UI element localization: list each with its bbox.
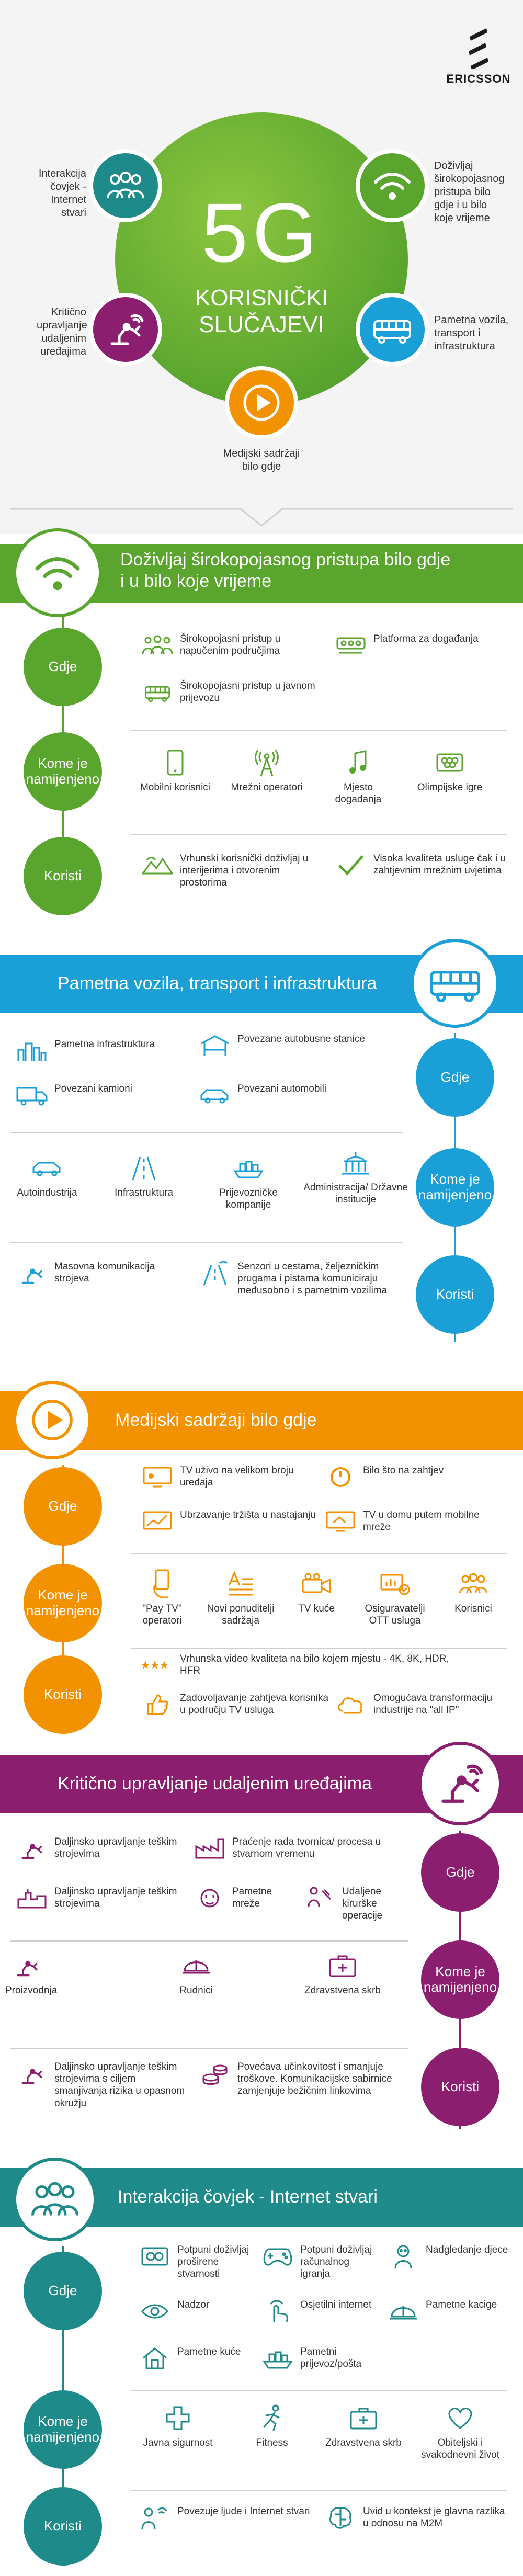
item-text: Omogućava transformaciju industrije na "all IP" — [373, 1693, 493, 1716]
section-icon — [13, 2158, 97, 2241]
item-text: Povezani automobili — [237, 1083, 327, 1094]
section-iot — [0, 2158, 523, 2576]
where-item — [16, 1886, 188, 1911]
person-link-icon — [139, 2505, 171, 2530]
item-text: Mobilni korisnici — [140, 782, 211, 793]
item-text: Vrhunski korisnički doživljaj u interijerima i otvorenim prostorima — [180, 853, 309, 889]
item-text: Nadgledanje djece — [426, 2244, 508, 2255]
where-item — [199, 1033, 387, 1058]
who-item — [322, 748, 395, 805]
who-item — [207, 1569, 275, 1627]
crane-icon — [16, 1836, 48, 1861]
benefit-item — [141, 853, 324, 889]
item-text: Povezane autobusne stanice — [237, 1034, 366, 1045]
who-item — [128, 1569, 196, 1627]
item-text: Povećava učinkovitost i smanjuje troškove. Komunikacijske sabirnice zamjenjuje bežičnim linkovima — [237, 2061, 392, 2097]
where-item — [139, 2244, 259, 2280]
item-text: TV u domu putem mobilne mreže — [363, 1510, 480, 1533]
section-title — [120, 549, 507, 592]
who-item — [8, 1153, 86, 1199]
where-pill: Gdje — [24, 1467, 102, 1546]
label-line: Interakcija — [38, 168, 86, 179]
section-title: Interakcija čovjek - Internet stvari — [118, 2187, 378, 2207]
hero-node-broadband[interactable] — [356, 149, 429, 222]
who-pill: Kome je namijenjeno — [421, 1940, 499, 2019]
cross-icon — [161, 2403, 195, 2433]
where-item — [194, 1836, 403, 1861]
item-text: Uvid u kontekst je glavna razlika u odnosu na M2M — [363, 2506, 505, 2529]
benefits-pill: Koristi — [24, 837, 102, 915]
music-icon — [342, 748, 375, 777]
who-item — [358, 1569, 431, 1627]
medkit-icon — [347, 2403, 380, 2433]
where-item — [387, 2244, 513, 2269]
label-line: Kritično — [51, 307, 86, 318]
divider — [131, 2390, 507, 2391]
tower-icon — [250, 748, 283, 777]
section-title: Kritično upravljanje udaljenim uređajima — [58, 1774, 372, 1794]
who-item — [233, 2403, 311, 2449]
divider — [10, 2048, 408, 2049]
item-text: Platforma za događanja — [373, 633, 479, 644]
robot-arm-icon — [105, 311, 146, 348]
helmet-icon — [179, 1951, 213, 1980]
benefit-item — [199, 1261, 397, 1297]
surgery-icon — [303, 1886, 336, 1911]
benefits-pill: Koristi — [24, 2487, 102, 2566]
who-item — [285, 1569, 348, 1615]
benefit-item — [141, 1692, 329, 1717]
car-icon — [199, 1083, 231, 1108]
item-text: Osjetilni internet — [300, 2299, 372, 2310]
where-pill: Gdje — [24, 2252, 102, 2330]
benefit-item — [324, 2505, 507, 2530]
ericsson-logo — [439, 27, 518, 86]
tv-home-icon — [324, 1509, 357, 1534]
where-item — [199, 1083, 387, 1108]
hero-subtitle-line1: KORISNIČKI — [195, 285, 328, 311]
where-item — [262, 2346, 397, 2371]
item-text: Zadovoljavanje zahtjeva korisnika u području TV usluga — [180, 1693, 329, 1716]
play-icon — [29, 1397, 76, 1444]
ship-icon — [262, 2346, 294, 2371]
item-text: Administracija/ Državne institucije — [303, 1182, 408, 1206]
truck-icon — [16, 1083, 48, 1108]
ericsson-mark-icon — [465, 27, 492, 69]
item-text: Praćenje rada tvornica/ procesa u stvarnom vremenu — [232, 1836, 381, 1860]
coins-icon — [199, 2061, 231, 2086]
road-sensor-icon — [199, 1261, 231, 1286]
item-text: Autoindustrija — [17, 1187, 77, 1198]
who-item — [413, 748, 486, 793]
item-text: "Pay TV" operatori — [142, 1603, 182, 1627]
hero-node-media[interactable] — [225, 366, 298, 439]
robot-arm-icon — [16, 1261, 48, 1286]
car-icon — [30, 1153, 64, 1183]
hero-node-iot[interactable] — [89, 149, 162, 222]
where-item — [16, 1836, 188, 1861]
item-text: Obiteljski i svakodnevni život — [421, 2437, 499, 2461]
child-icon — [387, 2244, 419, 2269]
item-text: Bilo što na zahtjev — [363, 1465, 444, 1476]
item-text: Rudnici — [179, 1985, 213, 1996]
item-text: Korisnici — [454, 1603, 492, 1614]
stage-icon — [335, 633, 367, 658]
hero-5g-circle — [115, 112, 408, 405]
bus-icon — [371, 314, 413, 345]
city-icon — [16, 1038, 48, 1063]
item-text: Javna sigurnost — [143, 2437, 213, 2448]
thumb-icon — [141, 1692, 174, 1717]
item-text: Pametne kuće — [177, 2346, 241, 2357]
section-broadband — [0, 528, 523, 936]
divider — [131, 1553, 507, 1554]
benefits-pill: Koristi — [24, 1655, 102, 1734]
who-item — [139, 748, 212, 793]
section-icon — [13, 1381, 92, 1459]
item-text: Nadzor — [177, 2299, 210, 2310]
benefit-item — [16, 2061, 188, 2109]
robot-arm-icon — [434, 1760, 486, 1807]
item-text: Mjesto događanja — [335, 782, 382, 805]
item-text: Pametni prijevoz/pošta — [300, 2346, 362, 2370]
label-line: čovjek - Internet — [50, 181, 86, 206]
label-line: uređajima — [40, 346, 86, 357]
check-icon — [335, 853, 367, 878]
item-text: Senzori u cestama, željezničkim prugama i pistama komuniciraju međusobno i s pametnim vozilima — [237, 1261, 388, 1297]
where-item — [324, 1509, 507, 1534]
where-pill: Gdje — [416, 1038, 494, 1117]
bus-icon — [426, 962, 484, 1004]
section-icon — [418, 1742, 502, 1825]
crowd-icon — [141, 633, 174, 658]
brand-name: ERICSSON — [446, 72, 511, 85]
item-text: TV kuće — [298, 1603, 335, 1614]
item-text: Prijevozničke kompanije — [219, 1187, 278, 1211]
stars-icon — [141, 1653, 174, 1678]
section-title-line: Doživljaj širokopojasnog pristupa bilo gdje — [120, 550, 451, 570]
hero-title: 5G — [201, 186, 322, 279]
label-line: upravljanje — [37, 320, 87, 331]
growth-icon — [141, 1509, 174, 1534]
gamepad-icon — [262, 2244, 294, 2269]
who-item — [230, 748, 303, 793]
where-item — [141, 633, 329, 658]
item-text: Visoka kvaliteta usluge čak i u zahtjevnim mrežnim uvjetima — [373, 853, 506, 877]
people-icon — [29, 2180, 81, 2219]
divider — [10, 1132, 403, 1133]
item-text: Širokopojasni pristup u javnom prijevozu — [180, 680, 315, 704]
item-text: Vrhunska video kvaliteta na bilo kojem mjestu - 4K, 8K, HDR, HFR — [180, 1653, 449, 1677]
who-pill: Kome je namijenjeno — [416, 1148, 494, 1227]
item-text: Osiguravatelji OTT usluga — [365, 1603, 425, 1627]
where-item — [139, 2299, 259, 2324]
who-pill: Kome je namijenjeno — [24, 1564, 102, 1642]
who-item — [416, 2403, 505, 2461]
who-pill: Kome je namijenjeno — [24, 732, 102, 811]
item-text: Daljinsko upravljanje teškim strojevima s ciljem smanjivanja rizika u opasnom okružju — [54, 2061, 185, 2109]
section-icon — [13, 528, 102, 617]
camera-icon — [300, 1569, 333, 1598]
who-item — [301, 1951, 384, 1996]
ship-icon — [232, 1153, 265, 1183]
benefit-item — [141, 1653, 455, 1678]
label-line: Pametna vozila, — [434, 314, 509, 326]
benefit-item — [335, 853, 507, 878]
item-text: TV uživo na velikom broju uređaja — [180, 1465, 294, 1489]
item-text: Potpuni doživljaj računalnog igranja — [300, 2244, 372, 2280]
where-item — [324, 1465, 507, 1490]
label-line: širokopojasnog — [434, 173, 505, 185]
benefit-item — [16, 1261, 188, 1286]
label-line: koje vrijeme — [434, 212, 490, 224]
where-item — [141, 1465, 319, 1490]
section-title: Medijski sadržaji bilo gdje — [115, 1410, 317, 1430]
item-text: Pametne mreže — [232, 1886, 272, 1910]
section-critical — [0, 1739, 523, 2160]
touch-icon — [262, 2299, 294, 2324]
wifi-icon — [31, 551, 84, 595]
item-text: Olimpijske igre — [417, 782, 483, 793]
who-item — [439, 1569, 507, 1615]
where-item — [262, 2299, 382, 2324]
tv-icon — [141, 1465, 174, 1490]
hero-label-vehicles — [434, 314, 518, 353]
cloud-icon — [335, 1692, 367, 1717]
runner-icon — [255, 2403, 289, 2433]
where-item — [335, 633, 507, 658]
label-line: pristupa bilo — [434, 186, 491, 198]
plug-icon — [194, 1886, 226, 1911]
people-icon — [105, 170, 146, 201]
divider — [131, 1648, 507, 1649]
item-text: Infrastruktura — [115, 1187, 173, 1198]
item-text: Zdravstvena skrb — [304, 1985, 381, 1996]
road-icon — [127, 1153, 161, 1183]
medkit-icon — [326, 1951, 359, 1980]
item-text: Povezani kamioni — [54, 1083, 132, 1094]
factory-icon — [194, 1836, 226, 1861]
where-item — [387, 2299, 513, 2324]
hero-node-critical[interactable] — [89, 293, 162, 366]
benefit-item — [199, 2061, 403, 2097]
label-line: Medijski sadržaji — [223, 448, 300, 459]
label-line: transport i — [434, 327, 481, 339]
brain-icon — [324, 2505, 357, 2530]
wifi-icon — [371, 167, 413, 204]
home-icon — [139, 2346, 171, 2371]
item-text: Fitness — [256, 2437, 288, 2448]
where-item — [139, 2346, 259, 2371]
government-icon — [339, 1148, 372, 1177]
divider — [131, 730, 507, 731]
play-icon — [241, 382, 282, 424]
ott-icon — [378, 1569, 412, 1598]
ring-icon — [324, 1465, 357, 1490]
divider — [131, 834, 507, 835]
hero-subtitle-line2: SLUČAJEVI — [199, 311, 324, 337]
label-line: bilo gdje — [242, 461, 281, 472]
helmet-icon — [387, 2299, 419, 2324]
item-text: Zdravstvena skrb — [325, 2437, 402, 2448]
item-text: Potpuni doživljaj proširene stvarnosti — [177, 2244, 249, 2280]
label-line: stvari — [61, 207, 86, 219]
where-item — [194, 1886, 298, 1911]
where-item — [16, 1083, 188, 1108]
where-item — [303, 1886, 413, 1922]
where-item — [16, 1038, 188, 1063]
hand-icon — [145, 1569, 179, 1598]
hills-icon — [141, 853, 174, 878]
who-pill: Kome je namijenjeno — [24, 2390, 102, 2469]
where-pill: Gdje — [421, 1833, 499, 1912]
rings-icon — [433, 748, 467, 777]
bus-icon — [141, 680, 174, 705]
robot-arm-icon — [10, 1951, 44, 1980]
where-item — [141, 1509, 319, 1534]
item-text: Pametne kacige — [426, 2299, 497, 2310]
section-title: Pametna vozila, transport i infrastruktura — [58, 973, 377, 993]
heart-icon — [444, 2403, 477, 2433]
who-item — [133, 2403, 222, 2449]
benefit-item — [335, 1692, 507, 1717]
divider — [10, 1940, 408, 1942]
who-item — [322, 2403, 405, 2449]
who-item — [207, 1153, 290, 1211]
item-text: Mrežni operatori — [231, 782, 303, 793]
benefit-item — [139, 2505, 311, 2530]
item-text: Udaljene kirurške operacije — [342, 1886, 383, 1922]
item-text: Ubrzavanje tržišta u nastajanju — [180, 1510, 316, 1520]
section-icon — [411, 939, 499, 1028]
where-pill: Gdje — [24, 628, 102, 706]
item-text: Širokopojasni pristup u napučenim područjima — [180, 633, 281, 657]
eye-icon — [139, 2299, 171, 2324]
benefits-pill: Koristi — [416, 1255, 494, 1334]
item-text: Proizvodnja — [5, 1985, 58, 1996]
label-line: gdje i u bilo — [434, 199, 487, 211]
label-line: udaljenim — [41, 333, 86, 344]
divider-arrow — [0, 505, 523, 531]
section-media — [0, 1381, 523, 1742]
hero-label-media — [199, 447, 324, 473]
phone-icon — [158, 748, 192, 777]
label-line: infrastruktura — [434, 341, 495, 352]
hero-label-iot — [29, 167, 86, 220]
label-line: Doživljaj — [434, 160, 473, 172]
hero-section — [0, 0, 523, 534]
people-icon — [457, 1569, 490, 1598]
who-item — [303, 1148, 408, 1206]
text-icon — [224, 1569, 257, 1598]
section-title-line: i u bilo koje vrijeme — [120, 571, 272, 591]
where-item — [141, 680, 329, 705]
item-text: Daljinsko upravljanje teškim strojevima — [54, 1886, 177, 1910]
item-text: Daljinsko upravljanje teškim strojevima — [54, 1836, 177, 1860]
robot-arm-icon — [16, 2061, 48, 2086]
hero-node-vehicles[interactable] — [356, 293, 429, 366]
item-text: Masovna komunikacija strojeva — [54, 1261, 155, 1285]
section-vehicles — [0, 934, 523, 1383]
benefits-pill: Koristi — [421, 2048, 499, 2126]
who-item — [5, 1951, 84, 1996]
item-text: Povezuje ljude i Internet stvari — [177, 2506, 310, 2517]
bus-stop-icon — [199, 1033, 231, 1058]
plant-icon — [16, 1886, 48, 1911]
who-item — [157, 1951, 235, 1996]
ar-icon — [139, 2244, 171, 2269]
divider — [131, 2490, 507, 2491]
who-item — [105, 1153, 183, 1199]
where-item — [262, 2244, 382, 2280]
divider — [10, 1242, 403, 1243]
hero-label-broadband — [434, 160, 513, 225]
item-text: Novi ponuditelji sadržaja — [207, 1603, 275, 1627]
hero-label-critical — [37, 306, 86, 358]
item-text: Pametna infrastruktura — [54, 1039, 155, 1050]
